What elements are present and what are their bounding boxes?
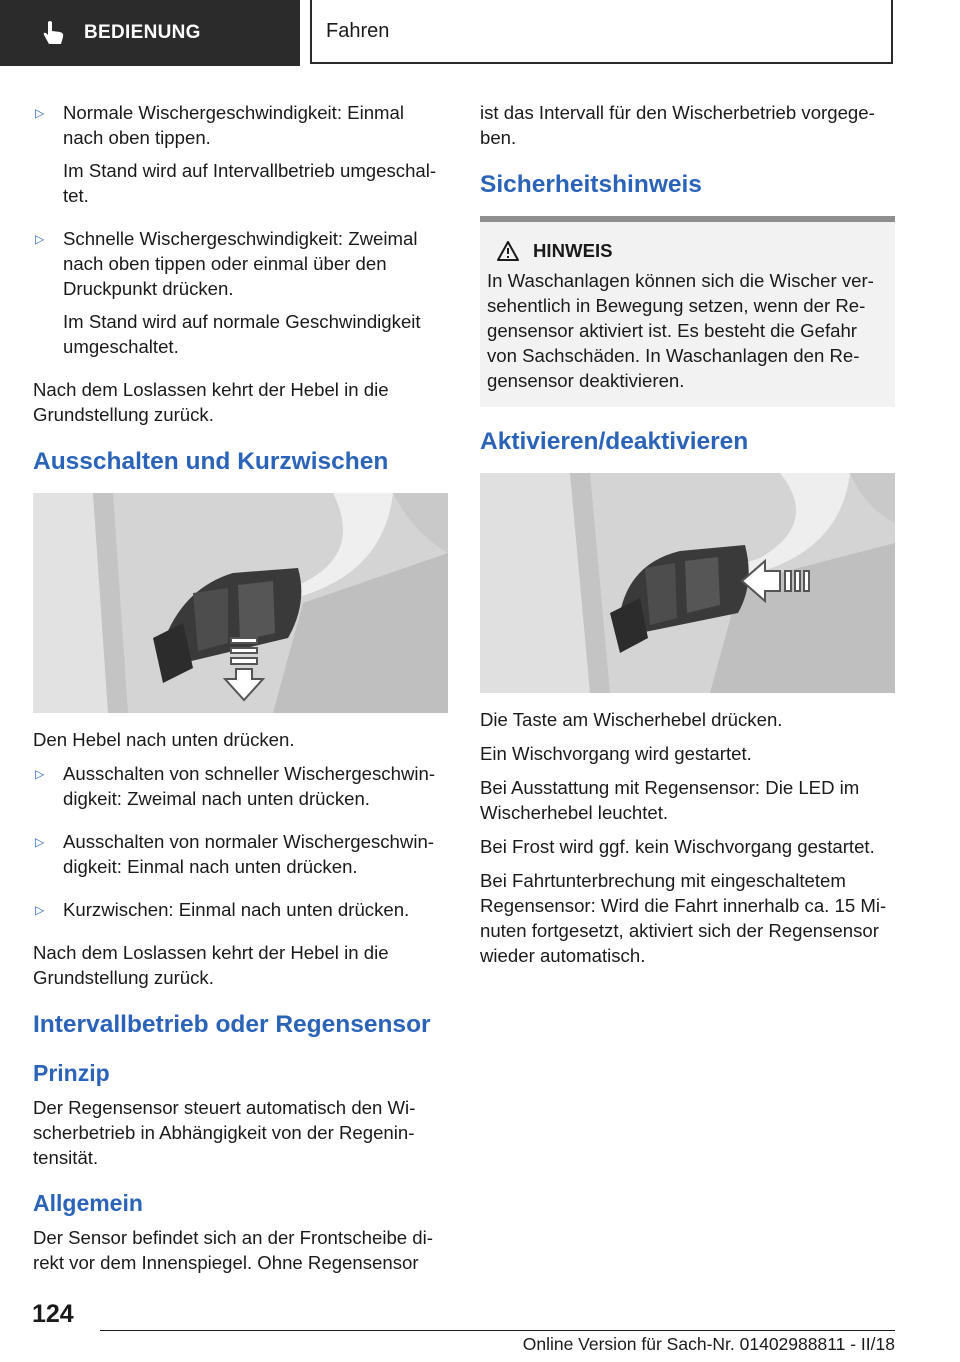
paragraph: ist das Intervall für den Wischerbetrieb vorgege-ben. <box>480 102 875 148</box>
triangle-bullet-icon: ▷ <box>35 903 45 917</box>
section-title: BEDIENUNG <box>84 22 201 43</box>
heading-interval-or-rain-sensor: Intervallbetrieb oder Regensensor <box>33 1011 431 1038</box>
subheading-general: Allgemein <box>33 1190 143 1216</box>
heading-off-and-brief-wipe: Ausschalten und Kurzwischen <box>33 448 389 475</box>
notice-box <box>480 216 895 407</box>
chapter-title-box <box>310 0 893 64</box>
paragraph: Bei Fahrtunterbrechung mit eingeschaltetem Regensensor: Wird die Fahrt innerhalb ca. 15 Mi-nuten fortgesetzt, aktiviert sich der Regensensor wieder automatisch. <box>480 870 887 966</box>
wiper-lever-down-illustration <box>33 493 448 713</box>
online-version-note: Online Version für Sach-Nr. 01402988811 - II/18 <box>522 1334 895 1354</box>
list-item <box>33 761 448 819</box>
subheading-principle: Prinzip <box>33 1060 110 1086</box>
paragraph: Ein Wischvorgang wird gestartet. <box>480 743 752 764</box>
list-item <box>33 100 448 216</box>
notice-text: In Waschanlagen können sich die Wischer ver-sehentlich in Bewegung setzen, wenn der Re-gensensor aktiviert ist. Es besteht die Gefahr von Sachschäden. In Waschanlagen den Re-gensensor deaktivieren. <box>487 270 874 391</box>
heading-activate-deactivate: Aktivieren/deaktivieren <box>480 428 749 455</box>
warning-icon <box>497 241 519 261</box>
paragraph: Den Hebel nach unten drücken. <box>33 729 295 750</box>
triangle-bullet-icon: ▷ <box>35 106 45 120</box>
bullet-note: Im Stand wird auf Intervallbetrieb umgeschal-tet. <box>63 160 437 206</box>
bullet-text: Normale Wischergeschwindigkeit: Einmal nach oben tippen. <box>63 102 405 148</box>
list-item <box>33 829 448 887</box>
page-number: 124 <box>32 1300 74 1328</box>
list-item <box>33 897 448 930</box>
right-column <box>480 100 895 977</box>
notice-label: HINWEIS <box>533 240 613 261</box>
footer-divider <box>100 1330 895 1331</box>
hand-pointer-icon <box>40 20 66 46</box>
triangle-bullet-icon: ▷ <box>35 835 45 849</box>
bullet-text: Ausschalten von normaler Wischergeschwin-digkeit: Einmal nach unten drücken. <box>63 831 434 877</box>
paragraph: Nach dem Loslassen kehrt der Hebel in die Grundstellung zurück. <box>33 942 389 988</box>
triangle-bullet-icon: ▷ <box>35 767 45 781</box>
heading-safety-note: Sicherheitshinweis <box>480 171 702 198</box>
triangle-bullet-icon: ▷ <box>35 232 45 246</box>
left-column <box>33 100 448 1284</box>
paragraph: Die Taste am Wischerhebel drücken. <box>480 709 783 730</box>
paragraph: Bei Frost wird ggf. kein Wischvorgang gestartet. <box>480 836 875 857</box>
chapter-title: Fahren <box>326 19 390 42</box>
section-tab <box>0 0 300 66</box>
bullet-note: Im Stand wird auf normale Geschwindigkeit umgeschaltet. <box>63 311 421 357</box>
wiper-lever-button-illustration <box>480 473 895 693</box>
paragraph: Der Sensor befindet sich an der Frontscheibe di-rekt vor dem Innenspiegel. Ohne Regensensor <box>33 1227 433 1273</box>
bullet-text: Ausschalten von schneller Wischergeschwin-digkeit: Zweimal nach unten drücken. <box>63 763 436 809</box>
bullet-text: Schnelle Wischergeschwindigkeit: Zweimal nach oben tippen oder einmal über den Druckpunkt drücken. <box>63 228 418 299</box>
paragraph: Nach dem Loslassen kehrt der Hebel in die Grundstellung zurück. <box>33 379 389 425</box>
list-item <box>33 226 448 367</box>
paragraph: Bei Ausstattung mit Regensensor: Die LED im Wischerhebel leuchtet. <box>480 777 860 823</box>
bullet-text: Kurzwischen: Einmal nach unten drücken. <box>63 899 410 920</box>
paragraph: Der Regensensor steuert automatisch den Wi-scherbetrieb in Abhängigkeit von der Regenin-tensität. <box>33 1097 416 1168</box>
